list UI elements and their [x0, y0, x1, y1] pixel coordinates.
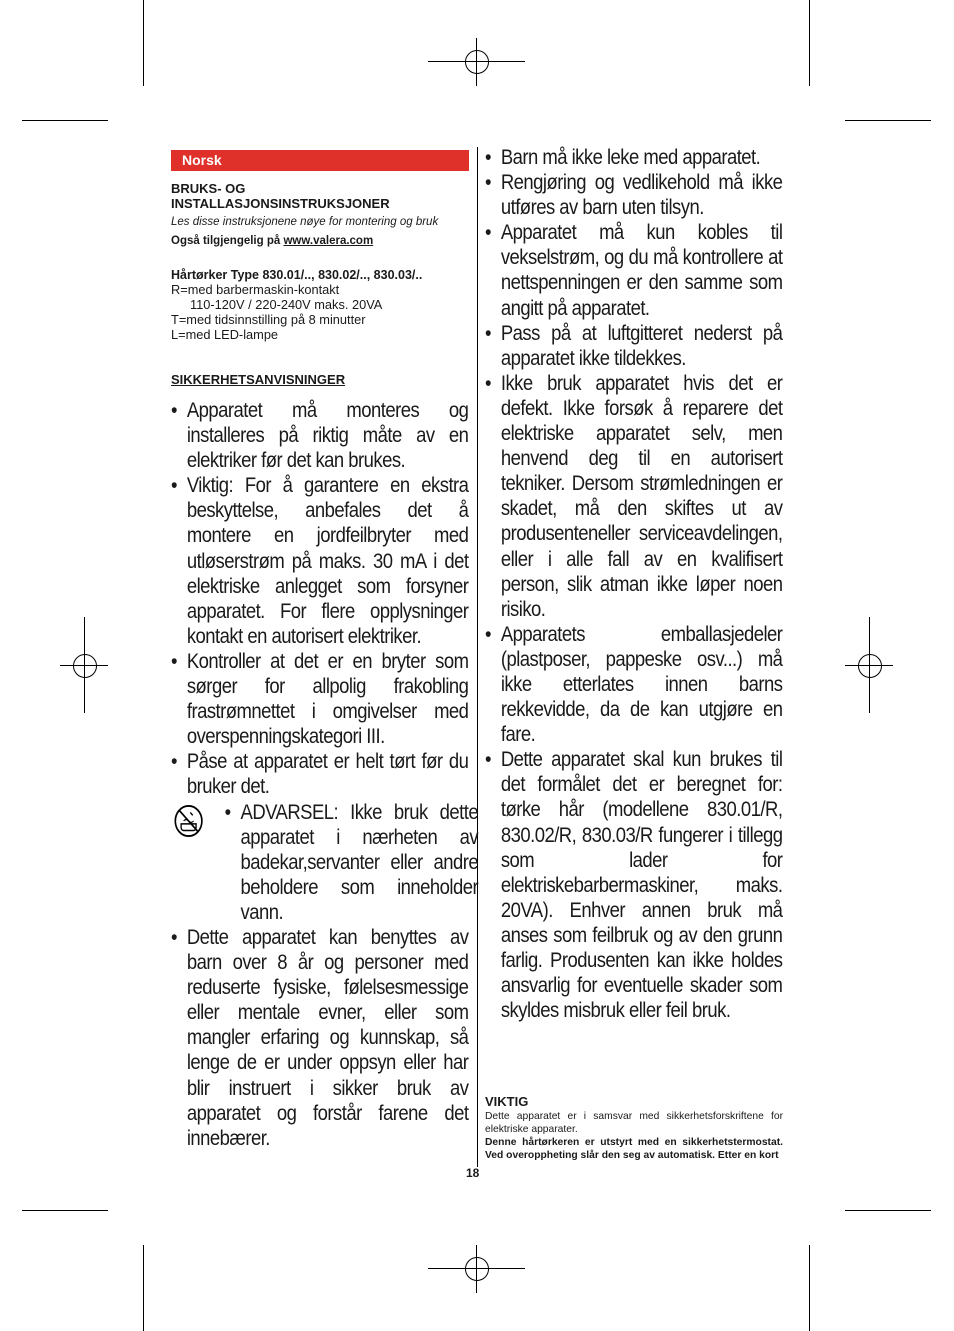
list-item: • Dette apparatet kan benyttes av barn over 8 år og personer med reduserte fysiske, følelsesmessige eller mentale evner, eller som mangler erfaring og kunnskap, så lenge de er under oppsyn eller har blir instruert i sikker bruk av apparatet og forstår farene det innebærer.: [171, 925, 468, 1151]
important-section: [485, 1082, 783, 1162]
website-link[interactable]: www.valera.com: [283, 235, 374, 247]
list-item: • Pass på at luftgitteret nederst på apparatet ikke tildekkes.: [485, 321, 782, 371]
safety-bullets-left: [171, 398, 479, 1151]
document-title: BRUKS- OG INSTALLASJONSINSTRUKSJONER: [171, 181, 390, 211]
spec-line: R=med barbermaskin-kontakt: [171, 282, 340, 297]
spec-line: T=med tidsinnstilling på 8 minutter: [171, 312, 366, 327]
list-item: • Kontroller at det er en bryter som sørger for allpolig frakobling frastrømnettet i omgivelser med overspenningskategori III.: [171, 649, 468, 749]
intro-text: Les disse instruksjonene nøye for montering og bruk: [171, 216, 439, 228]
safety-bullets-right: [485, 145, 784, 1023]
right-column: [485, 145, 783, 1023]
availability-line: Også tilgjengelig på www.valera.com: [171, 235, 374, 247]
language-label: Norsk: [171, 150, 469, 171]
list-item: • Ikke bruk apparatet hvis det er defekt. Ikke forsøk å reparere det elektriske apparatet selv, men henvend deg til en autorisert tekniker. Dersom strømledningen er skadet, må den skiftes ut av produsenteneller serviceavdelingen, eller i alle fall av en kvalifisert person, slik atman ikke løper noen risiko.: [485, 371, 782, 622]
important-text-bold: Denne hårtørkeren er utstyrt med en sikkerhetstermostat. Ved overoppheting slår den seg av automatisk. Etter en kort: [485, 1137, 783, 1161]
list-item: • Apparatet må kun kobles til vekselstrøm, og du må kontrollere at nettspenningen er den samme som angitt på apparatet.: [485, 220, 782, 320]
list-item: • Påse at apparatet er helt tørt før du bruker det.: [171, 749, 468, 799]
important-title: VIKTIG: [485, 1094, 529, 1109]
list-item: • Apparatet må monteres og installeres på riktig måte av en elektriker før det kan brukes.: [171, 398, 468, 473]
page-number: 18: [466, 1166, 480, 1180]
column-divider: [477, 147, 478, 1167]
important-text: Dette apparatet er i samsvar med sikkerhetsforskriftene for elektriske apparater.: [485, 1111, 783, 1135]
list-item: • Dette apparatet skal kun brukes til det formålet det er beregnet for: tørke hår (modellene 830.01/R, 830.02/R, 830.03/R fungerer i tillegg som lader for elektriskebarbermaskiner, maks. 20VA). Enhver annen bruk må anses som feilbruk og av den grunn farlig. Produsenten kan ikke holdes ansvarlig for eventuelle skader som skyldes misbruk eller feil bruk.: [485, 747, 782, 1023]
list-item: • Apparatets emballasjedeler (plastposer, pappeske osv...) må ikke etterlates innen barns rekkevidde, da de kan utgjøre en fare.: [485, 622, 782, 747]
list-item: • Barn må ikke leke med apparatet.: [485, 145, 782, 170]
no-water-icon: [174, 804, 204, 838]
section-title: SIKKERHETSANVISNINGER: [171, 372, 346, 387]
left-column: [171, 149, 479, 1151]
spec-title: Hårtørker Type 830.01/.., 830.02/.., 830.03/..: [171, 268, 423, 282]
warning-text: • ADVARSEL: Ikke bruk dette apparatet i nærheten av badekar,servanter eller andre beholdere som inneholder vann.: [225, 800, 478, 925]
list-item: • Rengjøring og vedlikehold må ikke utføres av barn uten tilsyn.: [485, 170, 782, 220]
spec-line: 110-120V / 220-240V maks. 20VA: [190, 297, 383, 312]
spec-line: L=med LED-lampe: [171, 327, 279, 342]
warning-block: [171, 800, 479, 925]
list-item: • Viktig: For å garantere en ekstra beskyttelse, anbefales det å montere en jordfeilbryter med utløserstrøm på maks. 30 mA i det elektriske anlegget som forsyner apparatet. For flere opplysninger kontakt en autorisert elektriker.: [171, 473, 468, 649]
